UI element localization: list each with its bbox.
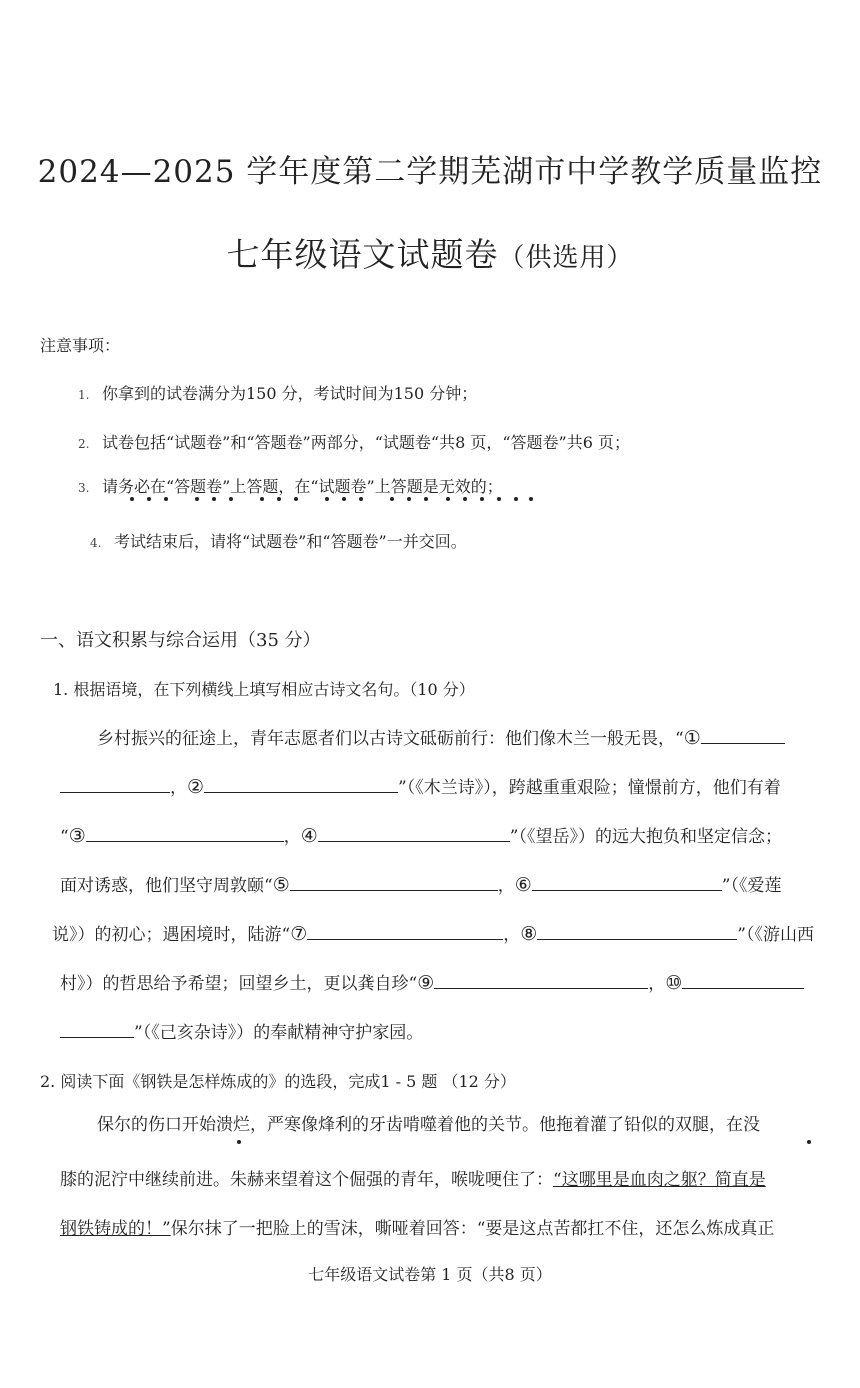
- passage-line-3: “③ ，④ ”（《望岳》）的远大抱负和坚定信念；: [60, 825, 782, 847]
- mark-9: ⑨: [417, 972, 435, 994]
- passage-text: 村》）的哲思给予希望；回望乡土，更以龚自珍“: [60, 974, 418, 994]
- comma: ，: [503, 925, 521, 945]
- passage-text: ”（《爱莲: [721, 876, 782, 896]
- passage-line-6: [60, 969, 804, 994]
- passage-line-1: [97, 724, 785, 749]
- page-footer: 七年级语文试卷第 1 页（共8 页）: [308, 1265, 552, 1284]
- mark-2: ②: [187, 776, 205, 798]
- mark-1: ①: [683, 727, 701, 749]
- mark-3: ③: [68, 825, 86, 847]
- excerpt-line-3: [60, 1214, 774, 1239]
- section-heading: 一、语文积累与综合运用（35 分）: [40, 630, 321, 651]
- exam-title-sub: （供选用）: [498, 243, 634, 273]
- answer-blank[interactable]: [60, 774, 170, 793]
- notice-item-4: [90, 529, 467, 552]
- underlined-quote: “这哪里是血肉之躯？简直是: [553, 1170, 766, 1190]
- notice-text: 你拿到的试卷满分为150 分，考试时间为150 分钟；: [102, 384, 478, 403]
- notice-item-2: [78, 430, 630, 453]
- exam-title-line2: [0, 229, 860, 276]
- notice-text: 考试结束后，请将“试题卷”和“答题卷”一并交回。: [114, 532, 467, 551]
- question-1-prompt: 1. 根据语境，在下列横线上填写相应古诗文名句。（10 分）: [53, 680, 475, 699]
- notice-item-1: [78, 381, 477, 404]
- notice-heading: 注意事项：: [40, 336, 121, 355]
- emphasis-dot: [807, 1140, 811, 1144]
- passage-line-4: [60, 871, 782, 896]
- question-2-prompt: 2. 阅读下面《钢铁是怎样炼成的》的选段，完成1 - 5 题 （12 分）: [40, 1072, 516, 1091]
- notice-text: 试卷包括“试题卷”和“答题卷”两部分，“试题卷“共8 页，“答题卷”共6 页；: [102, 433, 630, 452]
- notice-item-3: [78, 474, 503, 497]
- comma: ，: [283, 827, 301, 847]
- answer-blank[interactable]: [532, 872, 722, 891]
- answer-blank[interactable]: [318, 823, 510, 842]
- passage-text: 面对诱惑，他们坚守周敦颐“: [60, 876, 273, 896]
- passage-line-7: [60, 1018, 423, 1043]
- excerpt-line-2: [60, 1165, 766, 1190]
- notice-number: 2.: [78, 437, 90, 451]
- passage-text: 说》）的初心；遇困境时，陆游“: [52, 925, 291, 945]
- answer-blank[interactable]: [60, 1019, 134, 1038]
- emphasis-dot: [237, 1140, 241, 1144]
- answer-blank[interactable]: [682, 970, 804, 989]
- passage-line-5: [52, 920, 814, 945]
- answer-blank[interactable]: [307, 921, 503, 940]
- comma: ，: [648, 974, 666, 994]
- notice-number: 3.: [78, 481, 90, 495]
- passage-text: ”（《游山西: [737, 925, 814, 945]
- excerpt-text: 保尔抹了一把脸上的雪沫，嘶哑着回答：“要是这点苦都扛不住，还怎么炼成真正: [170, 1219, 775, 1239]
- passage-text: ”（《望岳》）的远大抱负和坚定信念；: [509, 827, 782, 847]
- answer-blank[interactable]: [537, 921, 737, 940]
- passage-text: 乡村振兴的征途上，青年志愿者们以古诗文砥砺前行：他们像木兰一般无畏，“: [97, 729, 684, 749]
- passage-text: ”（《己亥杂诗》）的奉献精神守护家园。: [134, 1023, 424, 1043]
- exam-title-line1: 2024—2025 学年度第二学期芜湖市中学教学质量监控: [37, 154, 823, 190]
- comma: ，: [497, 876, 515, 896]
- passage-text: ”（《木兰诗》），跨越重重艰险；憧憬前方，他们有着: [398, 778, 781, 798]
- answer-blank[interactable]: [290, 872, 498, 891]
- exam-title-main: 七年级语文试题卷: [226, 235, 499, 274]
- mark-10: ⑩: [665, 972, 683, 994]
- excerpt-line-1: 保尔的伤口开始溃烂，严寒像烽利的牙齿啃噬着他的关节。他拖着灌了铅似的双腿，在没: [97, 1115, 760, 1135]
- notice-number: 4.: [90, 536, 102, 550]
- underlined-quote: 钢铁铸成的！”: [60, 1219, 171, 1239]
- answer-blank[interactable]: [701, 725, 785, 744]
- mark-7: ⑦: [290, 923, 308, 945]
- emphasis-dots: [0, 497, 860, 509]
- mark-4: ④: [300, 825, 318, 847]
- excerpt-text: 膝的泥泞中继续前进。朱赫来望着这个倔强的青年，喉咙哽住了：: [60, 1170, 553, 1190]
- comma: ，: [170, 778, 187, 798]
- mark-6: ⑥: [514, 874, 532, 896]
- answer-blank[interactable]: [434, 970, 648, 989]
- answer-blank[interactable]: [204, 774, 398, 793]
- answer-blank[interactable]: [86, 823, 284, 842]
- passage-line-2: [60, 773, 781, 798]
- mark-5: ⑤: [272, 874, 290, 896]
- mark-8: ⑧: [520, 923, 538, 945]
- notice-text: 请务必在“答题卷”上答题，在“试题卷”上答题是无效的；: [102, 477, 503, 496]
- notice-number: 1.: [78, 388, 90, 402]
